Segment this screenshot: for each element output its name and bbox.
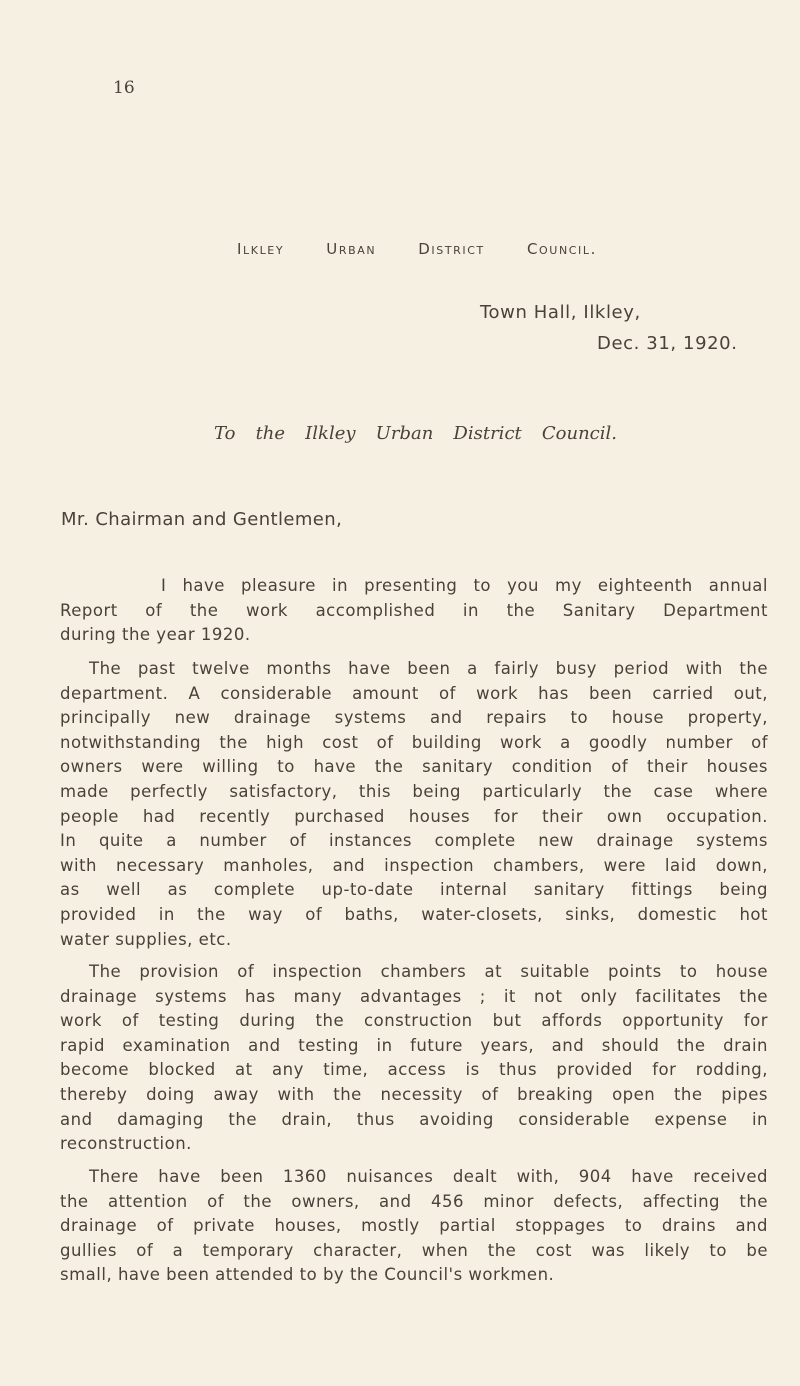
paragraph-4-line: gullies of a temporary character, when the cost was likely to be [60, 1240, 768, 1260]
paragraph-2-line: notwithstanding the high cost of building work a goodly number of [60, 732, 768, 752]
addressee: To the Ilkley Urban District Council. [214, 423, 617, 444]
paragraph-1-line: Report of the work accomplished in the Sanitary Department [60, 600, 768, 620]
document-heading: Ilkley Urban District Council. [237, 240, 597, 258]
paragraph-2-line: as well as complete up-to-date internal sanitary fittings being [60, 880, 768, 900]
paragraph-3-line: and damaging the drain, thus avoiding considerable expense in [60, 1109, 768, 1129]
paragraph-1-line: during the year 1920. [60, 625, 251, 645]
paragraph-4-line: drainage of private houses, mostly partial stoppages to drains and [60, 1216, 768, 1236]
paragraph-2-line: with necessary manholes, and inspection chambers, were laid down, [60, 855, 768, 875]
paragraph-2-line: department. A considerable amount of work has been carried out, [60, 683, 768, 703]
paragraph-4-line: the attention of the owners, and 456 minor defects, affecting the [60, 1191, 768, 1211]
paragraph-3-line: work of testing during the construction but affords opportunity for [60, 1011, 768, 1031]
paragraph-3-line: reconstruction. [60, 1134, 192, 1154]
salutation: Mr. Chairman and Gentlemen, [61, 509, 343, 530]
paragraph-3-line: thereby doing away with the necessity of breaking open the pipes [60, 1085, 768, 1104]
paragraph-2-line: In quite a number of instances complete new drainage systems [60, 831, 768, 851]
address-line: Town Hall, Ilkley, [480, 302, 641, 323]
paragraph-3-line: rapid examination and testing in future years, and should the drain [60, 1035, 768, 1055]
paragraph-1-line: I have pleasure in presenting to you my eighteenth annual [161, 576, 768, 595]
paragraph-2-line: principally new drainage systems and repairs to house property, [60, 708, 768, 728]
paragraph-2-line: made perfectly satisfactory, this being particularly the case where [60, 782, 768, 801]
paragraph-2-line: The past twelve months have been a fairly busy period with the [89, 659, 768, 678]
page-number: 16 [113, 78, 135, 98]
paragraph-2-line: people had recently purchased houses for their own occupation. [60, 806, 768, 826]
paragraph-2-line: provided in the way of baths, water-closets, sinks, domestic hot [60, 905, 768, 924]
paragraph-3-line: become blocked at any time, access is thus provided for rodding, [60, 1060, 768, 1080]
paragraph-3-line: The provision of inspection chambers at suitable points to house [89, 962, 768, 981]
paragraph-2-line: water supplies, etc. [60, 929, 232, 949]
paragraph-2-line: owners were willing to have the sanitary condition of their houses [60, 757, 768, 777]
paragraph-4-line: There have been 1360 nuisances dealt with, 904 have received [89, 1167, 768, 1186]
paragraph-3-line: drainage systems has many advantages ; it not only facilitates the [60, 986, 768, 1006]
paragraph-4-line: small, have been attended to by the Council's workmen. [60, 1265, 555, 1285]
letter-date: Dec. 31, 1920. [597, 333, 738, 354]
